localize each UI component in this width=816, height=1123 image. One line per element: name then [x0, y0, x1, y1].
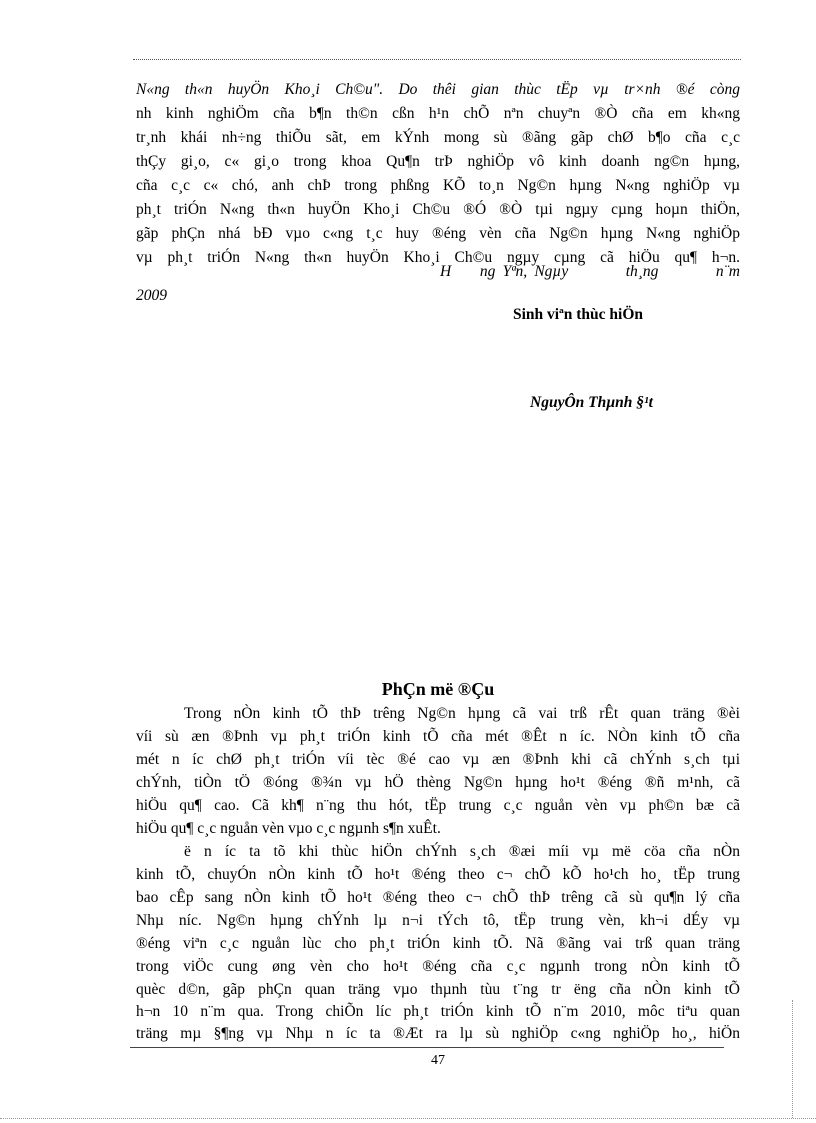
last-text-line: träng mµ §¶ng vµ Nhµ n íc ta ®Æt ra lµ sù nghiÖp c«ng nghiÖp ho¸, hiÖn — [136, 1025, 740, 1042]
text-line: ®éng viªn c¸c nguån lùc cho ph¸t triÓn kinh tÕ. Nã ®ãng vai trß quan träng — [136, 935, 740, 952]
text-line: N«ng th«n huyÖn Kho¸i Ch©u". Do thêi gian thùc tËp vµ tr×nh ®é còng — [136, 81, 740, 98]
header-rule — [133, 59, 741, 60]
text-line: quèc d©n, gãp phÇn quan träng vµo thµnh tùu t¨ng tr ëng cña nÒn kinh tÕ — [136, 981, 740, 998]
signature-title: Sinh viªn thùc hiÖn — [513, 306, 644, 323]
text-line: cña c¸c c« chó, anh chÞ trong phßng KÕ to¸n Ng©n hµng N«ng nghiÖp vµ — [136, 177, 740, 194]
text-line: ph¸t triÓn N«ng th«n huyÖn Kho¸i Ch©u ®Ó ®Ò tµi ngµy cµng hoµn thiÖn, — [136, 201, 740, 218]
text-line: ë n íc ta tõ khi thùc hiÖn chÝnh s¸ch ®æi míi vµ më cöa cña nÒn — [184, 843, 740, 860]
text-line: hiÖu qu¶ c¸c nguån vèn vµo c¸c ngµnh s¶n xuÊt. — [136, 820, 441, 837]
text-line: chÝnh, tiÒn tÖ ®óng ®¾n vµ hÖ thèng Ng©n hµng ho¹t ®éng ®ñ m¹nh, cã — [136, 774, 740, 791]
text-line: mét n íc chØ ph¸t triÓn víi tèc ®é cao vµ æn ®Þnh khi cã chÝnh s¸ch tµi — [136, 751, 740, 768]
text-line: víi sù æn ®Þnh vµ ph¸t triÓn kinh tÕ cña mét ®Êt n íc. NÒn kinh tÕ cña — [136, 728, 740, 745]
text-line: nh kinh nghiÖm cña b¶n th©n cßn h¹n chÕ nªn chuyªn ®Ò cña em kh«ng — [136, 105, 740, 122]
text-line: Nhµ níc. Ng©n hµng chÝnh lµ n¬i tÝch tô, tËp trung vèn, kh¬i dÉy vµ — [136, 912, 740, 929]
section-heading: PhÇn më ®Çu — [381, 679, 495, 699]
text-line: trong viÖc cung øng vèn cho ho¹t ®éng cña c¸c ngµnh trong nÒn kinh tÕ — [136, 958, 740, 975]
footer-rule — [130, 1047, 724, 1048]
text-line: thÇy gi¸o, c« gi¸o trong khoa Qu¶n trÞ nghiÖp vô kinh doanh ng©n hµng, — [136, 153, 740, 170]
page-edge-right — [792, 1000, 793, 1118]
text-line: Trong nÒn kinh tÕ thÞ trêng Ng©n hµng cã vai trß rÊt quan träng ®èi — [184, 705, 740, 722]
signature-name: NguyÔn Thµnh §¹t — [530, 394, 653, 411]
text-line: h¬n 10 n¨m qua. Trong chiÕn líc ph¸t triÓn kinh tÕ n¨m 2010, môc tiªu quan — [136, 1003, 740, 1020]
text-line: bao cÊp sang nÒn kinh tÕ ho¹t ®éng theo c¬ chÕ thÞ trêng cã sù qu¶n lý cña — [136, 889, 740, 906]
page-number: 47 — [431, 1053, 445, 1068]
page-edge-bottom — [0, 1118, 816, 1119]
date-line: H ng Yªn, Ngµy th¸ng n¨m — [440, 263, 740, 280]
year: 2009 — [136, 287, 167, 304]
text-line: kinh tÕ, chuyÓn nÒn kinh tÕ ho¹t ®éng theo c¬ chÕ kÕ ho¹ch ho¸ tËp trung — [136, 866, 740, 883]
text-line: hiÖu qu¶ cao. Cã kh¶ n¨ng thu hót, tËp trung c¸c nguån vèn vµ ph©n bæ cã — [136, 797, 740, 814]
text-line: gãp phÇn nhá bÐ vµo c«ng t¸c huy ®éng vèn cña Ng©n hµng N«ng nghiÖp — [136, 225, 740, 242]
text-line: vµ ph¸t triÓn N«ng th«n huyÖn Kho¸i Ch©u ngµy cµng cã hiÖu qu¶ h¬n. — [136, 249, 740, 266]
text-line: tr¸nh khái nh÷ng thiÕu sãt, em kÝnh mong sù ®ãng gãp chØ b¶o cña c¸c — [136, 129, 740, 146]
